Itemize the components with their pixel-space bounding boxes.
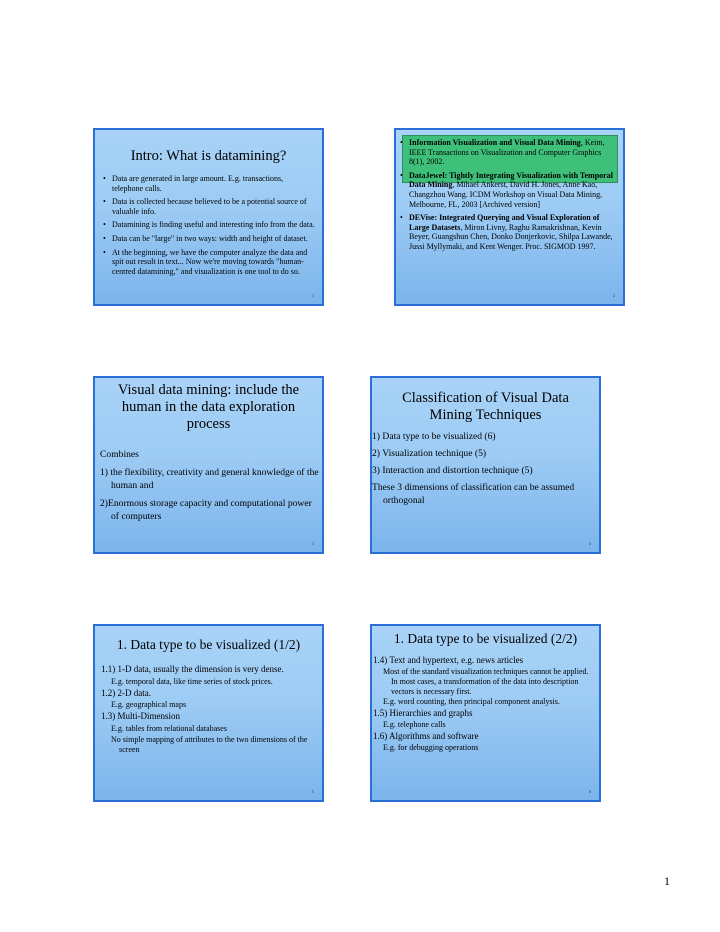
slide-number: 5 xyxy=(312,789,314,794)
slide-number: 2 xyxy=(613,293,615,298)
bullet-item: • Datamining is finding useful and interesting info from the data. xyxy=(102,220,316,230)
item-level2: Most of the standard visualization techniques cannot be applied. In most cases, a transformation of the data into description vectors is necessary first. xyxy=(383,667,589,696)
body-line: Combines xyxy=(100,449,139,460)
item-level2: E.g. tables from relational databases xyxy=(111,723,227,733)
slide-body xyxy=(101,664,319,755)
item-level2: E.g. telephone calls xyxy=(383,720,446,730)
slide-body xyxy=(372,430,600,507)
slide-title: Intro: What is datamining? xyxy=(130,148,287,164)
slide-title: Visual data mining: include the human in the data exploration process xyxy=(117,382,300,432)
reference-item xyxy=(399,213,617,251)
reference-title: DEVise: Integrated Querying and Visual Exploration of Large Datasets xyxy=(409,213,600,232)
bullet-list xyxy=(102,174,316,276)
reference-title: Information Visualization and Visual Data Mining xyxy=(409,138,581,147)
slide-title: 1. Data type to be visualized (2/2) xyxy=(393,631,578,646)
item-level1: 1.3) Multi-Dimension xyxy=(101,711,180,721)
slide-6 xyxy=(370,624,601,802)
body-line: 1) the flexibility, creativity and general knowledge of the human and xyxy=(100,467,319,491)
page-number: 1 xyxy=(664,874,670,888)
slide-body xyxy=(100,448,320,523)
item-level2: E.g. for debugging operations xyxy=(383,743,479,753)
slide-3 xyxy=(93,376,324,554)
bullet-item: • Data are generated in large amount. E.g. transactions, telephone calls. xyxy=(102,174,316,193)
bullet-item: • Data is collected because believed to be a potential source of valuable info. xyxy=(102,197,316,216)
reference-details: , Mihael Ankerst, David H. Jones, Anne Kao, Changzhou Wang. ICDM Workshop on Visual Data Mining, Melbourne, FL, 2003 [Archived version] xyxy=(409,180,603,209)
reference-item xyxy=(399,138,617,167)
slide-number: 4 xyxy=(589,541,591,546)
item-level2: E.g. temporal data, like time series of stock prices. xyxy=(111,676,273,686)
body-line: 2) Visualization technique (5) xyxy=(372,448,487,459)
item-level1: 1.2) 2-D data. xyxy=(101,687,151,698)
item-level1: 1.6) Algorithms and software xyxy=(373,731,479,742)
item-level2: E.g. geographical maps xyxy=(111,700,187,709)
slide-1 xyxy=(93,128,324,306)
reference-details: , Miron Livny, Raghu Ramakrishnan, Kevin Beyer, Guangshun Chen, Donko Donjerkovic, Shilpa Lawande, Jussi Myllymaki, and Kent Wenger. Proc. SIGMOD 1997. xyxy=(409,222,613,251)
body-line: 3) Interaction and distortion technique (5) xyxy=(372,465,533,476)
item-level1: 1.1) 1-D data, usually the dimension is very dense. xyxy=(101,664,284,674)
slide-number: 3 xyxy=(312,541,314,546)
slide-number: 6 xyxy=(589,789,591,794)
reference-title: DataJewel: Tightly Integrating Visualization with Temporal Data Mining xyxy=(409,170,613,190)
slide-title: 1. Data type to be visualized (1/2) xyxy=(116,637,301,652)
reference-details: , Keim, IEEE Transactions on Visualization and Computer Graphics 8(1), 2002. xyxy=(409,138,605,167)
reference-list xyxy=(399,138,617,252)
slide-number: 1 xyxy=(312,293,314,298)
slide-5 xyxy=(93,624,324,802)
body-line: 1) Data type to be visualized (6) xyxy=(372,431,496,442)
reference-item xyxy=(399,171,617,209)
body-line: 2)Enormous storage capacity and computational power of computers xyxy=(100,498,312,522)
bullet-item: • At the beginning, we have the computer analyze the data and spit out result in text... Now we're moving towards "human-centred datamining," and visualization is one tool to do so. xyxy=(102,248,316,277)
slide-body xyxy=(373,655,597,753)
body-line: These 3 dimensions of classification can be assumed orthogonal xyxy=(372,482,575,506)
item-level1: 1.4) Text and hypertext, e.g. news articles xyxy=(373,655,524,665)
item-level1: 1.5) Hierarchies and graphs xyxy=(373,708,473,719)
item-level2: E.g. word counting, then principal component analysis. xyxy=(383,697,560,707)
item-level2: No simple mapping of attributes to the two dimensions of the screen xyxy=(111,734,308,754)
slide-2 xyxy=(394,128,625,306)
bullet-item: • Data can be "large" in two ways: width and height of dataset. xyxy=(102,234,316,244)
slide-4 xyxy=(370,376,601,554)
slide-title: Classification of Visual Data Mining Techniques xyxy=(402,390,569,423)
